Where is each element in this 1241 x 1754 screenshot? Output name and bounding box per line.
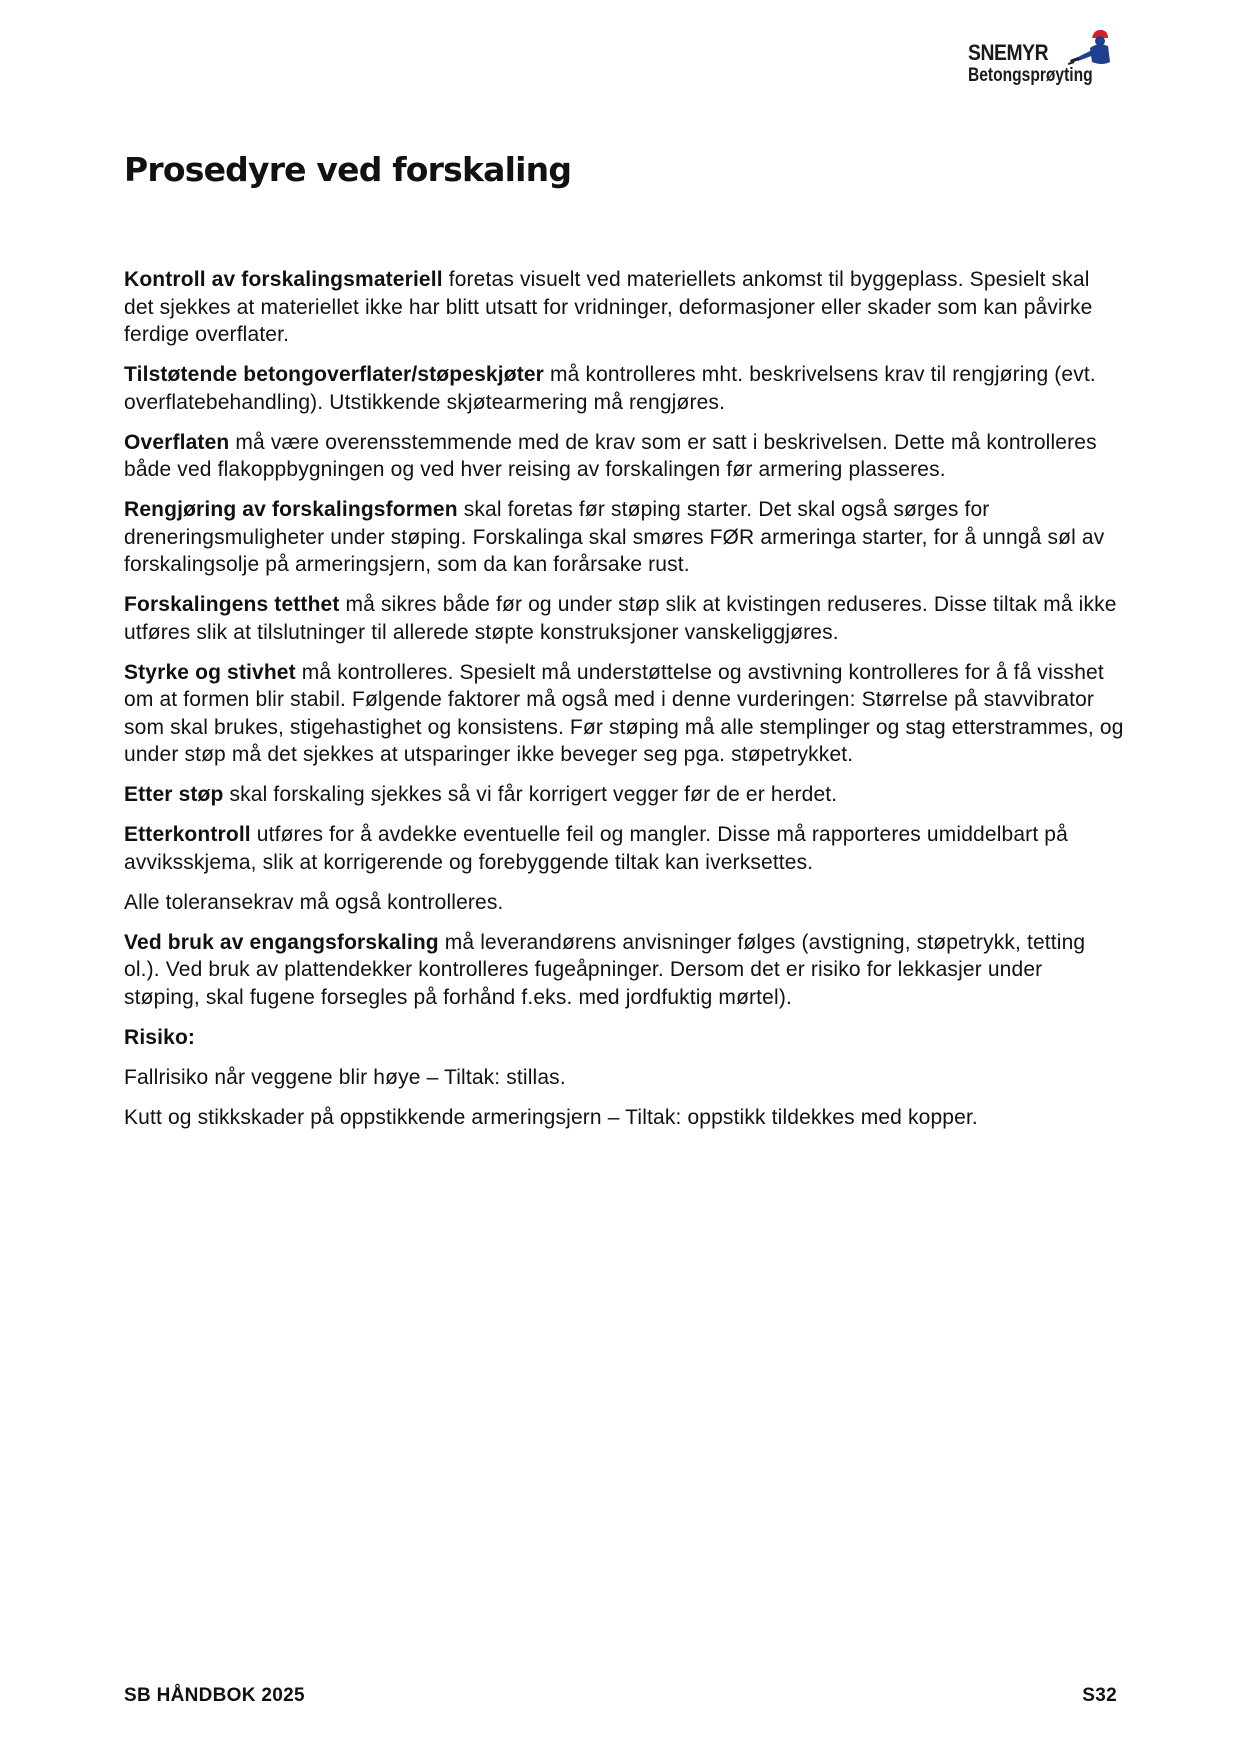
paragraph-text: skal forskaling sjekkes så vi får korrigert vegger før de er herdet.: [223, 783, 838, 806]
paragraph-tightness: [124, 591, 1124, 646]
logo-brand-name: SNEMYR: [968, 40, 1049, 65]
term-heading: Styrke og stivhet: [124, 660, 296, 684]
term-heading: Ved bruk av engangsforskaling: [124, 930, 439, 954]
paragraph-text: utføres for å avdekke eventuelle feil og mangler. Disse må rapporteres umiddelbart på avviksskjema, slik at korrigerende og forebyggende tiltak kan iverksettes.: [124, 823, 1068, 874]
paragraph-material-control: [124, 266, 1124, 349]
worker-spraying-icon: [1068, 28, 1118, 72]
paragraph-tolerances: [124, 889, 1124, 917]
paragraph-strength: [124, 659, 1124, 769]
paragraph-post-control: [124, 821, 1124, 876]
paragraph-text: skal foretas før støping starter. Det skal også sørges for dreneringsmuligheter under støping. Forskalinga skal smøres FØR armeringa starter, for å unngå søl av forskalingsolje på armeringsjern, som da kan forårsake rust.: [124, 498, 1105, 576]
paragraph-text: Kutt og stikkskader på oppstikkende armeringsjern – Tiltak: oppstikk tildekkes med kopper.: [124, 1105, 978, 1129]
paragraph-text: må leverandørens anvisninger følges (avstigning, støpetrykk, tetting ol.). Ved bruk av plattendekker kontrolleres fugeåpninger. Dersom det er risiko for lekkasjer under støping, skal fugene forsegles på forhånd f.eks. med jordfuktig mørtel).: [124, 930, 1086, 1009]
footer-page-number: S32: [1082, 1685, 1117, 1706]
term-heading: Forskalingens tetthet: [124, 593, 340, 616]
paragraph-disposable-formwork: [124, 929, 1124, 1012]
paragraph-after-casting: [124, 781, 1124, 809]
company-logo: [968, 28, 1118, 92]
procedure-text: [124, 266, 1124, 1144]
term-heading: Kontroll av forskalingsmateriell: [124, 268, 443, 291]
page-title: Prosedyre ved forskaling: [124, 150, 572, 189]
term-heading: Tilstøtende betongoverflater/støpeskjøter: [124, 363, 545, 386]
logo-subtitle: Betongsprøyting: [968, 65, 1093, 86]
paragraph-text: må kontrolleres mht. beskrivelsens krav til rengjøring (evt. overflatebehandling). Utstikkende skjøtearmering må rengjøres.: [124, 363, 1096, 414]
risk-heading: [124, 1024, 1124, 1052]
paragraph-text: må sikres både før og under støp slik at kvistingen reduseres. Disse tiltak må ikke utføres slik at tilslutninger til allerede støpte konstruksjoner vanskeliggjøres.: [124, 593, 1117, 644]
paragraph-text: Fallrisiko når veggene blir høye – Tiltak: stillas.: [124, 1065, 566, 1089]
footer-handbook-label: SB HÅNDBOK 2025: [124, 1685, 305, 1706]
paragraph-surface: [124, 429, 1124, 484]
term-heading: Etter støp: [124, 783, 224, 806]
term-heading: Risiko:: [124, 1025, 196, 1049]
paragraph-text: må være overensstemmende med de krav som er satt i beskrivelsen. Dette må kontrolleres både ved flakoppbygningen og ved hver reising av forskalingen før armering plasseres.: [124, 430, 1097, 481]
paragraph-text: foretas visuelt ved materiellets ankomst til byggeplass. Spesielt skal det sjekkes at materiellet ikke har blitt utsatt for vridninger, deformasjoner eller skader som kan påvirke ferdige overflater.: [124, 268, 1093, 346]
paragraph-text: må kontrolleres. Spesielt må understøttelse og avstivning kontrolleres for å få visshet om at formen blir stabil. Følgende faktorer må også med i denne vurderingen: Størrelse på stavvibrator som skal brukes, stigehastighet og konsistens. Før støping må alle stemplinger og stag etterstrammes, og under støp må det sjekkes at utsparinger ikke beveger seg pga. støpetrykket.: [124, 660, 1124, 766]
term-heading: Rengjøring av forskalingsformen: [124, 498, 458, 521]
risk-item-fall: [124, 1064, 1124, 1092]
paragraph-text: Alle toleransekrav må også kontrolleres.: [124, 890, 504, 914]
paragraph-cleaning: [124, 496, 1124, 579]
term-heading: Etterkontroll: [124, 823, 251, 846]
paragraph-adjacent-surfaces: [124, 361, 1124, 416]
term-heading: Overflaten: [124, 430, 230, 454]
risk-item-cuts: [124, 1104, 1124, 1132]
